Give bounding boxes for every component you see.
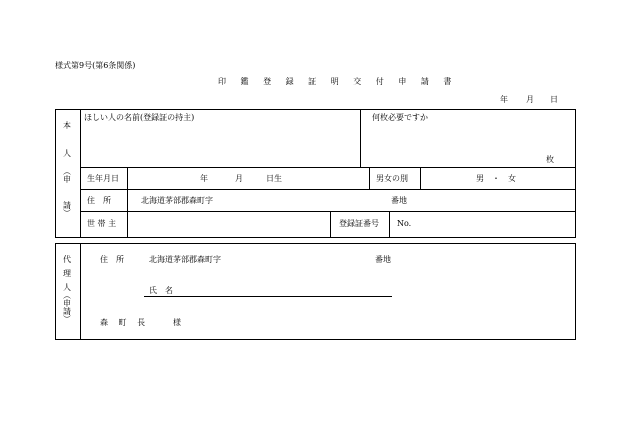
gender-options: 男 ・ 女 [476,174,516,183]
agent-address-suffix: 番地 [375,255,391,264]
applicant-side-divider [80,109,81,238]
applicant-side-label: 本 人 ︵ 申 請 ︶ [63,121,71,218]
birth-year: 年 [200,174,208,183]
date-month: 月 [526,95,534,104]
agent-side-label: 代 理 人 ︵ 申 請 ︶ [63,255,71,324]
copies-unit: 枚 [546,155,554,164]
reg-number-divider [389,211,390,238]
agent-name-label: 氏 名 [149,286,173,295]
row-divider-1 [80,167,576,168]
birth-label: 生年月日 [87,174,119,183]
gender-label: 男女の別 [376,174,408,183]
agent-name-underline [144,296,392,297]
date-day: 日 [550,95,558,104]
birth-label-divider [127,167,128,238]
birth-gender-divider [369,167,370,189]
gender-options-divider [420,167,421,189]
addressee: 森 町 長 [100,318,150,327]
name-prompt: ほしい人の名前(登録証の持主) [84,113,195,122]
name-copies-divider [360,109,361,167]
form-number: 様式第9号(第6条関係) [55,61,136,70]
registration-no: No. [397,219,412,228]
form-title: 印 鑑 登 録 証 明 交 付 申 請 書 [218,77,458,86]
copies-prompt: 何枚必要ですか [372,113,428,122]
row-divider-2 [80,189,576,190]
agent-side-divider [80,243,81,340]
household-reg-divider [330,211,331,238]
address-label: 住 所 [87,196,111,205]
address-prefix: 北海道茅部郡森町字 [141,196,213,205]
honorific: 様 [173,318,181,327]
birth-month: 月 [235,174,243,183]
row-divider-3 [80,211,576,212]
date-year: 年 [500,95,508,104]
household-label: 世 帯 主 [87,219,117,228]
agent-address-prefix: 北海道茅部郡森町字 [149,255,221,264]
registration-label: 登録証番号 [339,219,379,228]
agent-address-label: 住 所 [100,255,124,264]
address-suffix: 番地 [391,196,407,205]
birth-day: 日生 [266,174,282,183]
